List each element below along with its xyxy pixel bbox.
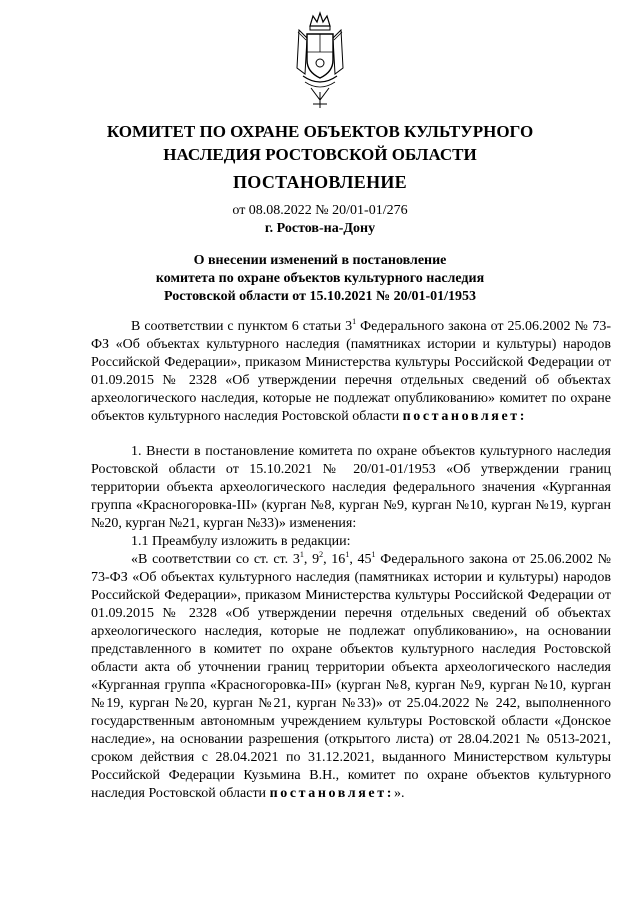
document-body: [91, 318, 611, 803]
document-city: г. Ростов-на-Дону: [264, 221, 376, 236]
subject-line1: О внесении изменений в постановление: [193, 253, 447, 268]
document-subject: [0, 252, 640, 306]
coat-of-arms-icon: [293, 8, 347, 118]
item-1-1-paragraph: 1.1 Преамбулу изложить в редакции:: [131, 534, 351, 549]
item-1-paragraph: 1. Внести в постановление комитета по охране объектов культурного наследия Ростовской области от 15.10.2021 № 20/01-01/1953 «Об утверждении границ территории объекта археологического наследия федерального значения «Курганная группа «Красногоровка-III» (курган №8, курган №9, курган №10, курган №19, курган №20, курган №21, курган №33)» изменения:: [91, 444, 611, 531]
subject-line3: Ростовской области от 15.10.2021 № 20/01-01/1953: [163, 289, 477, 304]
committee-title-line2: НАСЛЕДИЯ РОСТОВСКОЙ ОБЛАСТИ: [163, 145, 477, 164]
new-preamble-paragraph: «В соответствии со ст. ст. $3^1$, $9^2$, $16^1$, $45^1$ Федерального закона от 25.06.2002 № 73-ФЗ «Об объектах культурного наследия (памятниках истории и культуры) народов Российской Федерации», приказом Министерства культуры Российской Федерации от 01.09.2015 № 2328 «Об утверждении перечня отдельных сведений об объектах археологического наследия, которые не подлежат опубликованию», на основании представленного в комитет по охране объектов культурного наследия Ростовской области акта об уточнении границ территории объекта археологического наследия «Курганная группа «Красногоровка-III» (курган №8, курган №9, курган №10, курган №19, курган №20, курган №21, курган №33)» от 25.04.2022 № 242, выполненного государственным автономным учреждением культуры Ростовской области «Донское наследие», на основании разрешения (открытого листа) от 28.04.2021 № 0513-2021, сроком действия с 28.04.2021 по 31.12.2021, выданного Министерством культуры Российской Федерации Кузьмина В.Н., комитет по охране объектов культурного наследия Ростовской области постановляет:».: [91, 550, 612, 801]
resolves-word: постановляет:: [402, 409, 527, 424]
document-date-number: от 08.08.2022 № 20/01-01/276: [232, 203, 408, 218]
committee-title: [0, 120, 640, 166]
committee-title-line1: КОМИТЕТ ПО ОХРАНЕ ОБЪЕКТОВ КУЛЬТУРНОГО: [106, 122, 534, 141]
subject-line2: комитета по охране объектов культурного наследия: [155, 271, 485, 286]
preamble-paragraph: В соответствии с пунктом 6 статьи $3^1$ Федерального закона от 25.06.2002 № 73-ФЗ «Об объектах культурного наследия (памятниках истории и культуры) народов Российской Федерации», приказом Министерства культуры Российской Федерации от 01.09.2015 № 2328 «Об утверждении перечня отдельных сведений об объектах археологического наследия, которые не подлежат опубликованию» комитет по охране объектов культурного наследия Ростовской области постановляет:: [91, 317, 612, 424]
resolves-word-2: постановляет:: [269, 786, 394, 801]
document-type: ПОСТАНОВЛЕНИЕ: [233, 172, 407, 192]
